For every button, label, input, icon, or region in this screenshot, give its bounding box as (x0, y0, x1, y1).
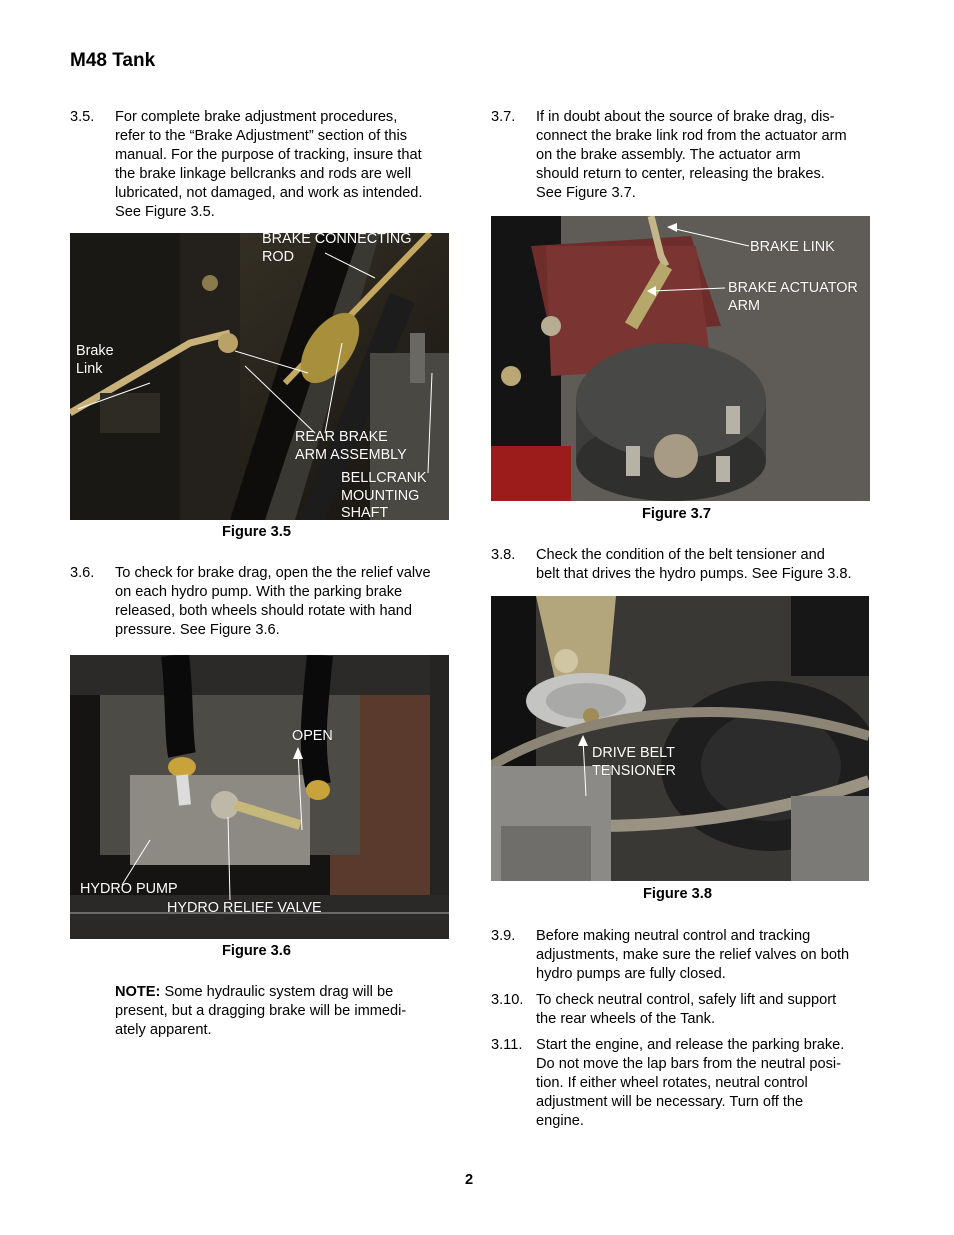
note (115, 983, 406, 1040)
note-label: NOTE: (115, 984, 161, 1000)
label-brake-connecting-rod: BRAKE CONNECTING ROD (262, 233, 412, 265)
step-number: 3.5. (70, 109, 95, 125)
step-text: For complete brake adjustment procedures, refer to the “Brake Adjustment” section of this manual. For the purpose of tracking, insure that the brake linkage bellcranks and rods are well lubricated, not damaged, and work as intended. See Figure 3.5. (115, 109, 423, 220)
figure-3-8-caption: Figure 3.8 (643, 886, 712, 902)
note-text-3: ately apparent. (115, 1021, 212, 1038)
step-text: Start the engine, and release the parking brake. Do not move the lap bars from the neutral posi- tion. If either wheel rotates, neutral control adjustment will be necessary. Turn off the engine. (536, 1037, 845, 1129)
step-number: 3.7. (491, 109, 516, 125)
step-text: To check for brake drag, open the the relief valve on each hydro pump. With the parking brake released, both wheels should rotate with hand pressure. See Figure 3.6. (115, 565, 431, 638)
figure-3-7-photo (491, 216, 870, 501)
step-3-9 (491, 927, 881, 987)
label-brake-link: Brake Link (76, 343, 114, 377)
step-text: If in doubt about the source of brake drag, dis- connect the brake link rod from the actuator arm on the brake assembly. The actuator arm should return to center, releasing the brakes. See Figure 3.7. (536, 109, 847, 201)
label-brake-actuator-arm: BRAKE ACTUATOR ARM (728, 280, 858, 314)
step-3-5 (70, 108, 460, 228)
step-3-8 (491, 546, 881, 586)
step-text: Check the condition of the belt tensioner and belt that drives the hydro pumps. See Figure 3.8. (536, 547, 852, 582)
step-number: 3.8. (491, 547, 516, 563)
figure-3-6-caption: Figure 3.6 (222, 943, 291, 959)
label-open: OPEN (292, 728, 333, 744)
step-3-7 (491, 108, 881, 208)
step-3-10 (491, 991, 881, 1031)
step-text: To check neutral control, safely lift and support the rear wheels of the Tank. (536, 992, 837, 1027)
note-text-1: Some hydraulic system drag will be (160, 984, 394, 1000)
label-drive-belt-tensioner: DRIVE BELT TENSIONER (592, 745, 676, 779)
step-number: 3.6. (70, 565, 95, 581)
label-hydro-pump: HYDRO PUMP (80, 881, 178, 897)
label-rear-brake-arm-assembly: REAR BRAKE ARM ASSEMBLY (295, 429, 407, 463)
step-number: 3.11. (491, 1037, 523, 1053)
label-brake-link: BRAKE LINK (750, 239, 835, 255)
figure-3-5-photo (70, 233, 449, 520)
step-number: 3.9. (491, 928, 516, 944)
step-number: 3.10. (491, 992, 524, 1008)
figure-3-6-photo (70, 655, 449, 939)
label-hydro-relief-valve: HYDRO RELIEF VALVE (167, 900, 322, 916)
step-3-6 (70, 564, 460, 644)
figure-3-7-caption: Figure 3.7 (642, 506, 711, 522)
figure-3-8-photo (491, 596, 869, 881)
figure-3-5-caption: Figure 3.5 (222, 524, 291, 540)
page-title: M48 Tank (70, 50, 156, 71)
label-bellcrank-mounting-shaft: BELLCRANK MOUNTING SHAFT (341, 470, 427, 520)
page-number: 2 (465, 1172, 474, 1188)
step-3-11 (491, 1036, 881, 1136)
note-text-2: present, but a dragging brake will be immedi- (115, 1002, 407, 1019)
step-text: Before making neutral control and tracking adjustments, make sure the relief valves on both hydro pumps are fully closed. (536, 928, 850, 982)
